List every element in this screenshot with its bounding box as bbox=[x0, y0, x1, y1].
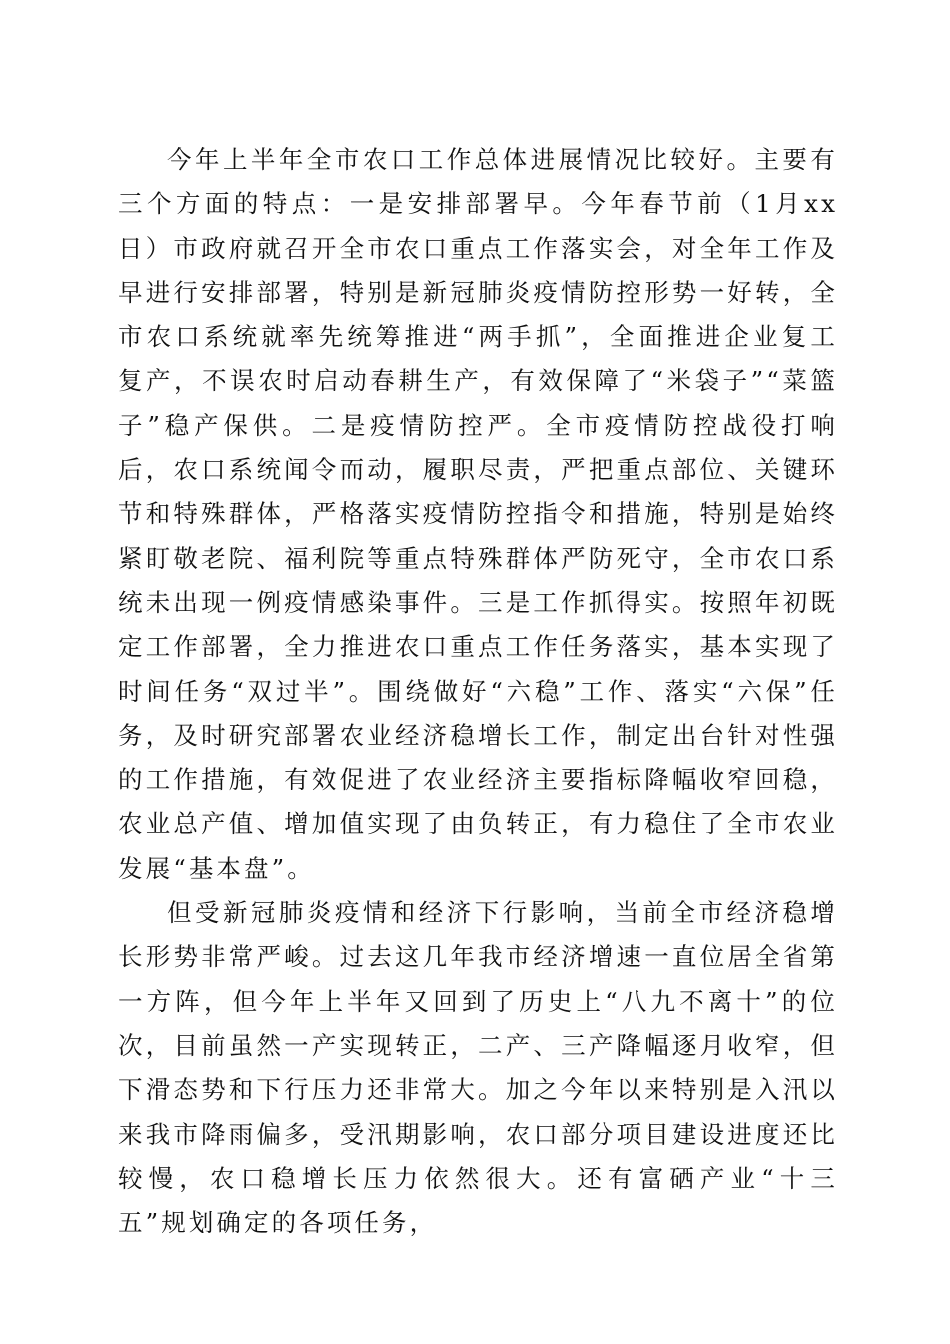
document-body bbox=[118, 138, 838, 1245]
paragraph-2: 但受新冠肺炎疫情和经济下行影响，当前全市经济稳增长形势非常严峻。过去这几年我市经济增速一直位居全省第一方阵，但今年上半年又回到了历史上“八九不离十”的位次，目前虽然一产实现转正，二产、三产降幅逐月收窄，但下滑态势和下行压力还非常大。加之今年以来特别是入汛以来我市降雨偏多，受汛期影响，农口部分项目建设进度还比较慢，农口稳增长压力依然很大。还有富硒产业“十三五”规划确定的各项任务， bbox=[118, 898, 838, 1238]
paragraph-1: 今年上半年全市农口工作总体进展情况比较好。主要有三个方面的特点：一是安排部署早。今年春节前（1月xx日）市政府就召开全市农口重点工作落实会，对全年工作及早进行安排部署，特别是新冠肺炎疫情防控形势一好转，全市农口系统就率先统筹推进“两手抓”，全面推进企业复工复产，不误农时启动春耕生产，有效保障了“米袋子”“菜篮子”稳产保供。二是疫情防控严。全市疫情防控战役打响后，农口系统闻令而动，履职尽责，严把重点部位、关键环节和特殊群体，严格落实疫情防控指令和措施，特别是始终紧盯敬老院、福利院等重点特殊群体严防死守，全市农口系统未出现一例疫情感染事件。三是工作抓得实。按照年初既定工作部署，全力推进农口重点工作任务落实，基本实现了时间任务“双过半”。围绕做好“六稳”工作、落实“六保”任务，及时研究部署农业经济稳增长工作，制定出台针对性强的工作措施，有效促进了农业经济主要指标降幅收窄回稳，农业总产值、增加值实现了由负转正，有力稳住了全市农业发展“基本盘”。 bbox=[118, 145, 838, 883]
